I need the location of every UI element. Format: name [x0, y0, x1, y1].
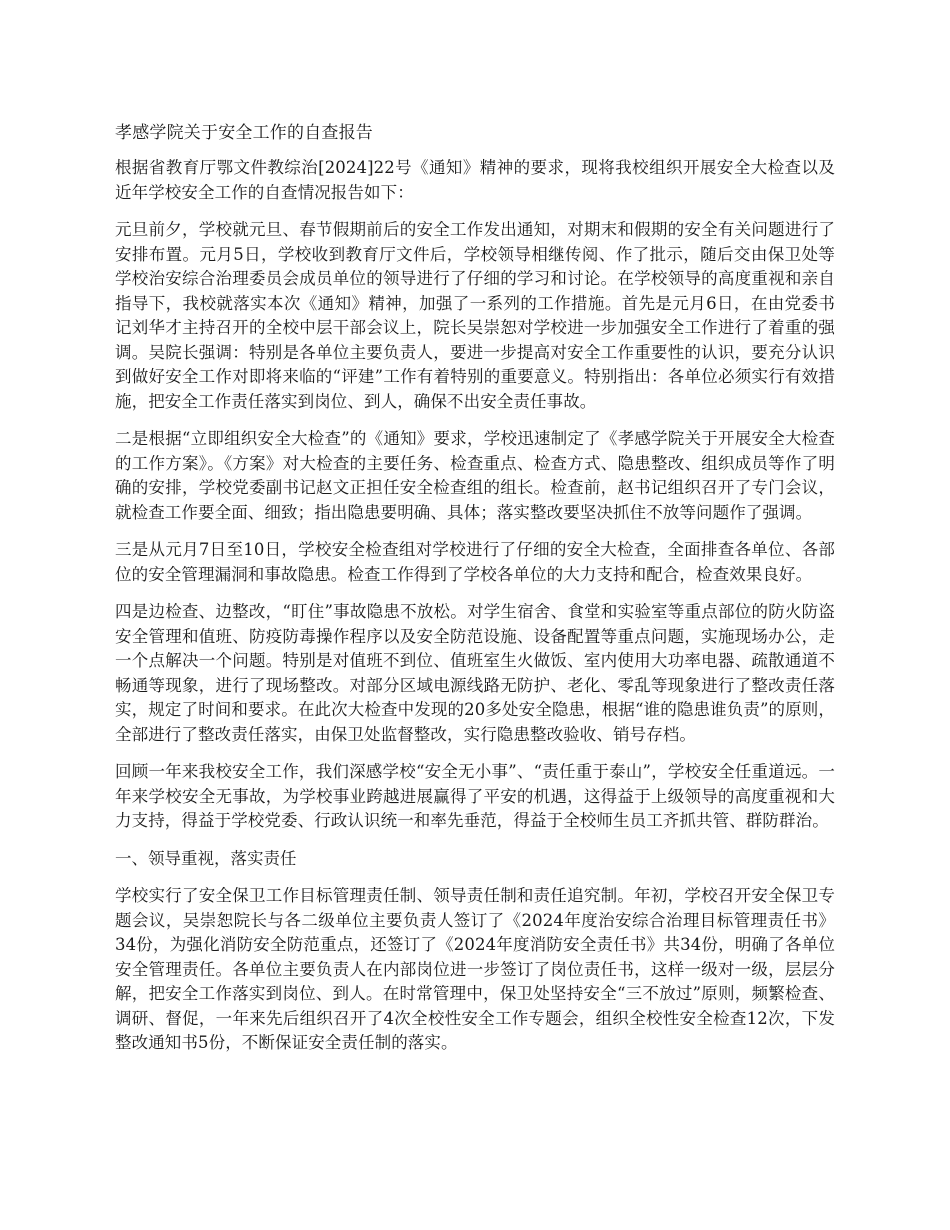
paragraph-third-measures: 三是从元月7日至10日，学校安全检查组对学校进行了仔细的安全大检查，全面排查各单位、各部位的安全管理漏洞和事故隐患。检查工作得到了学校各单位的大力支持和配合，检查效果良好。 [115, 540, 835, 584]
paragraph-review: 回顾一年来我校安全工作，我们深感学校“安全无小事”、“责任重于泰山”，学校安全任重道远。一年来学校安全无事故，为学校事业跨越进展赢得了平安的机遇，这得益于上级领导的高度重视和大力支持，得益于学校党委、行政认识统一和率先垂范，得益于全校师生员工齐抓共管、群防群治。 [115, 762, 835, 830]
section-heading: 一、领导重视，落实责任 [115, 848, 297, 868]
document-title: 孝感学院关于安全工作的自查报告 [115, 123, 373, 143]
document-page [115, 120, 835, 1069]
section-paragraph: 学校实行了安全保卫工作目标管理责任制、领导责任制和责任追究制。年初，学校召开安全保卫专题会议，吴崇恕院长与各二级单位主要负责人签订了《2024年度治安综合治理目标管理责任书》34份，为强化消防安全防范重点，还签订了《2024年度消防安全责任书》共34份，明确了各单位安全管理责任。各单位主要负责人在内部岗位进一步签订了岗位责任书，这样一级对一级，层层分解，把安全工作落实到岗位、到人。在时常管理中，保卫处坚持安全“三不放过”原则，频繁检查、调研、督促，一年来先后组织召开了4次全校性安全工作专题会，组织全校性安全检查12次，下发整改通知书5份，不断保证安全责任制的落实。 [115, 886, 835, 1052]
paragraph-fourth-measures: 四是边检查、边整改，“盯住”事故隐患不放松。对学生宿舍、食堂和实验室等重点部位的防火防盗安全管理和值班、防疫防毒操作程序以及安全防范设施、设备配置等重点问题，实施现场办公，走一个点解决一个问题。特别是对值班不到位、值班室生火做饭、室内使用大功率电器、疏散通道不畅通等现象，进行了现场整改。对部分区域电源线路无防护、老化、零乱等现象进行了整改责任落实，规定了时间和要求。在此次大检查中发现的20多处安全隐患，根据“谁的隐患谁负责”的原则，全部进行了整改责任落实，由保卫处监督整改，实行隐患整改验收、销号存档。 [115, 602, 835, 744]
intro-paragraph: 根据省教育厅鄂文件教综治[2024]22号《通知》精神的要求，现将我校组织开展安全大检查以及近年学校安全工作的自查情况报告如下： [115, 158, 835, 202]
paragraph-first-measures: 元旦前夕，学校就元旦、春节假期前后的安全工作发出通知，对期末和假期的安全有关问题进行了安排布置。元月5日，学校收到教育厅文件后，学校领导相继传阅、作了批示，随后交由保卫处等学校治安综合治理委员会成员单位的领导进行了仔细的学习和讨论。在学校领导的高度重视和亲自指导下，我校就落实本次《通知》精神，加强了一系列的工作措施。首先是元月6日，在由党委书记刘华才主持召开的全校中层干部会议上，院长吴崇恕对学校进一步加强安全工作进行了着重的强调。吴院长强调：特别是各单位主要负责人，要进一步提高对安全工作重要性的认识，要充分认识到做好安全工作对即将来临的“评建”工作有着特别的重要意义。特别指出：各单位必须实行有效措施，把安全工作责任落实到岗位、到人，确保不出安全责任事故。 [115, 220, 835, 411]
paragraph-second-measures: 二是根据“立即组织安全大检查”的《通知》要求，学校迅速制定了《孝感学院关于开展安全大检查的工作方案》。《方案》对大检查的主要任务、检查重点、检查方式、隐患整改、组织成员等作了明确的安排，学校党委副书记赵文正担任安全检查组的组长。检查前，赵书记组织召开了专门会议，就检查工作要全面、细致；指出隐患要明确、具体；落实整改要坚决抓住不放等问题作了强调。 [115, 429, 835, 522]
